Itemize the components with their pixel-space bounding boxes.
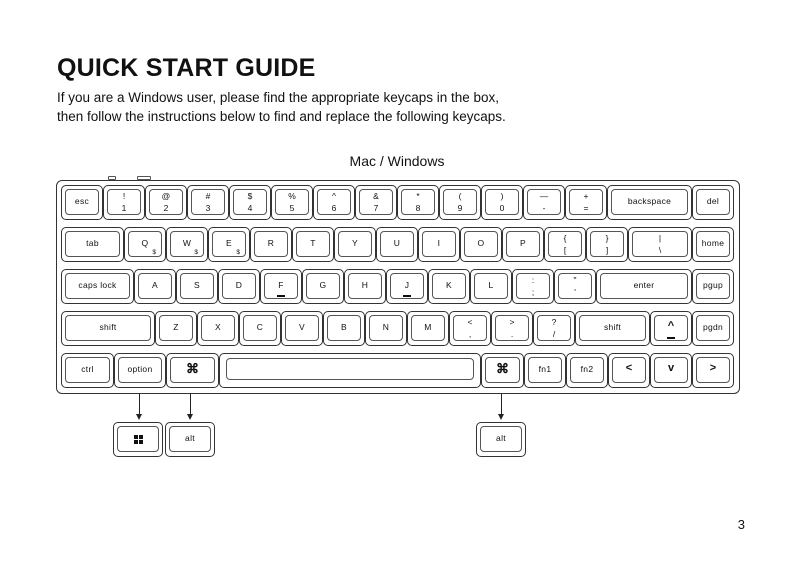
spacebar <box>219 353 481 388</box>
key-base-label: . <box>510 329 514 339</box>
key-9 <box>439 185 481 220</box>
key-command <box>166 353 219 388</box>
key-key <box>449 311 491 346</box>
key-pgup <box>692 269 734 304</box>
intro-line-2: then follow the instructions below to find and replace the following keycaps. <box>57 109 506 124</box>
key-label: esc <box>74 196 90 206</box>
key-label: Z <box>173 322 179 332</box>
key-label: H <box>361 280 369 290</box>
key-bump-bar <box>403 295 411 297</box>
key-base-label: 7 <box>373 203 379 213</box>
key-w <box>166 227 208 262</box>
key-o <box>460 227 502 262</box>
windows-keycap <box>113 422 163 457</box>
key-x <box>197 311 239 346</box>
key-label: caps lock <box>78 280 117 290</box>
key-base-label: 6 <box>331 203 337 213</box>
key-e <box>208 227 250 262</box>
key-label: fn1 <box>538 364 552 374</box>
key-b <box>323 311 365 346</box>
key-4 <box>229 185 271 220</box>
key-label: J <box>404 280 410 290</box>
arrow-icon: > <box>709 362 717 374</box>
key-base-label: = <box>583 203 589 213</box>
key-a <box>134 269 176 304</box>
key-label: N <box>382 322 390 332</box>
key-t <box>292 227 334 262</box>
key-label: U <box>393 238 401 248</box>
key-base-label: ; <box>531 287 535 297</box>
key-sub-label: $ <box>152 249 156 256</box>
key-label: option <box>127 364 153 374</box>
key-label: shift <box>603 322 622 332</box>
key-base-label: ] <box>605 245 609 255</box>
key-shift-label: " <box>573 275 577 285</box>
key-label: home <box>701 238 725 248</box>
key-bump-bar <box>277 295 285 297</box>
key-tab <box>61 227 124 262</box>
arrow-head-win <box>136 414 142 420</box>
key-option <box>114 353 166 388</box>
command-icon: ⌘ <box>496 361 509 376</box>
key-key <box>554 269 596 304</box>
key-backspace <box>607 185 692 220</box>
key-caps-lock <box>61 269 134 304</box>
key-shift-label: @ <box>161 191 171 201</box>
key-shift-label: + <box>583 191 589 201</box>
key-shift-label: $ <box>247 191 253 201</box>
arrow-icon: v <box>667 362 675 374</box>
key-3 <box>187 185 229 220</box>
key-label: T <box>310 238 316 248</box>
key-shift-label: | <box>658 233 662 243</box>
key-label: alt <box>496 433 506 443</box>
windows-logo-icon <box>134 435 143 444</box>
key-base-label: 1 <box>121 203 127 213</box>
key-shift-label: — <box>539 191 549 201</box>
key-label: backspace <box>627 196 672 206</box>
key-6 <box>313 185 355 220</box>
key-bump-bar <box>667 337 675 339</box>
key-base-label: [ <box>563 245 567 255</box>
key-fn2 <box>566 353 608 388</box>
key-v <box>281 311 323 346</box>
key-label: A <box>152 280 158 290</box>
key-h <box>344 269 386 304</box>
key-label: Y <box>352 238 358 248</box>
key-i <box>418 227 460 262</box>
key-shift <box>61 311 155 346</box>
key-label: pgdn <box>702 322 724 332</box>
key-esc <box>61 185 103 220</box>
arrow-to-win-key <box>139 394 140 414</box>
key-1 <box>103 185 145 220</box>
key-label: P <box>520 238 526 248</box>
key-label: R <box>267 238 275 248</box>
key-pgdn <box>692 311 734 346</box>
key-base-label: 2 <box>163 203 169 213</box>
key-sub-label: $ <box>236 249 240 256</box>
key-label: X <box>215 322 221 332</box>
key-shift-label: > <box>509 317 515 327</box>
key-arrow <box>650 353 692 388</box>
key-n <box>365 311 407 346</box>
key-base-label: \ <box>658 245 662 255</box>
key-key <box>565 185 607 220</box>
key-label: E <box>226 238 232 248</box>
key-arrow <box>608 353 650 388</box>
key-label: shift <box>99 322 117 332</box>
key-key <box>544 227 586 262</box>
key-0 <box>481 185 523 220</box>
arrow-head-alt-right <box>498 414 504 420</box>
key-ctrl <box>61 353 114 388</box>
key-key <box>523 185 565 220</box>
intro-text <box>57 88 506 126</box>
arrow-head-alt-left <box>187 414 193 420</box>
key-base-label: 3 <box>205 203 211 213</box>
key-d <box>218 269 260 304</box>
key-y <box>334 227 376 262</box>
layout-caption: Mac / Windows <box>349 153 445 169</box>
key-k <box>428 269 470 304</box>
key-j <box>386 269 428 304</box>
key-key <box>491 311 533 346</box>
key-label: D <box>235 280 243 290</box>
key-f <box>260 269 302 304</box>
key-label: O <box>477 238 485 248</box>
key-sub-label: $ <box>194 249 198 256</box>
key-s <box>176 269 218 304</box>
arrow-to-alt-left <box>190 394 191 414</box>
key-label: G <box>319 280 327 290</box>
key-base-label: 0 <box>499 203 505 213</box>
key-home <box>692 227 734 262</box>
key-2 <box>145 185 187 220</box>
key-l <box>470 269 512 304</box>
key-base-label: 5 <box>289 203 295 213</box>
key-command <box>481 353 524 388</box>
key-base-label: - <box>542 203 546 213</box>
key-q <box>124 227 166 262</box>
intro-line-1: If you are a Windows user, please find the appropriate keycaps in the box, <box>57 90 500 105</box>
key-key <box>512 269 554 304</box>
key-base-label: 8 <box>415 203 421 213</box>
key-shift-label: % <box>288 191 296 201</box>
key-label: enter <box>633 280 655 290</box>
key-z <box>155 311 197 346</box>
key-enter <box>596 269 692 304</box>
key-shift-label: ) <box>500 191 504 201</box>
key-shift-label: < <box>467 317 473 327</box>
key-label: F <box>278 280 284 290</box>
key-label: I <box>437 238 441 248</box>
arrow-icon: ^ <box>667 320 675 332</box>
key-label: W <box>182 238 192 248</box>
key-fn1 <box>524 353 566 388</box>
key-label: B <box>341 322 347 332</box>
key-arrow <box>692 353 734 388</box>
key-7 <box>355 185 397 220</box>
key-shift-label: & <box>373 191 379 201</box>
key-label: tab <box>86 238 99 248</box>
alt-keycap-right <box>476 422 526 457</box>
key-label: V <box>299 322 305 332</box>
key-shift-label: { <box>563 233 567 243</box>
key-key <box>586 227 628 262</box>
alt-keycap-left <box>165 422 215 457</box>
arrow-to-alt-right <box>501 394 502 414</box>
key-5 <box>271 185 313 220</box>
key-label: C <box>256 322 264 332</box>
key-base-label: / <box>552 329 556 339</box>
key-label: fn2 <box>580 364 594 374</box>
page-title: QUICK START GUIDE <box>57 54 316 82</box>
key-del <box>692 185 734 220</box>
key-base-label: ' <box>574 287 576 297</box>
key-r <box>250 227 292 262</box>
key-base-label: , <box>468 329 472 339</box>
key-shift-label: # <box>205 191 211 201</box>
key-label: alt <box>185 433 195 443</box>
key-label: L <box>488 280 494 290</box>
key-shift-label: * <box>416 191 420 201</box>
key-shift <box>575 311 650 346</box>
key-shift-label: ! <box>122 191 126 201</box>
key-label: del <box>706 196 720 206</box>
arrow-icon: < <box>625 362 633 374</box>
key-shift-label: } <box>605 233 609 243</box>
key-u <box>376 227 418 262</box>
command-icon: ⌘ <box>186 361 199 376</box>
page-number: 3 <box>737 517 745 532</box>
key-label: pgup <box>702 280 724 290</box>
key-c <box>239 311 281 346</box>
key-key <box>533 311 575 346</box>
key-m <box>407 311 449 346</box>
key-label: Q <box>141 238 149 248</box>
key-g <box>302 269 344 304</box>
key-base-label: 9 <box>457 203 463 213</box>
key-shift-label: ? <box>551 317 557 327</box>
key-key <box>628 227 692 262</box>
key-base-label: 4 <box>247 203 253 213</box>
key-label: M <box>424 322 432 332</box>
key-label: ctrl <box>81 364 94 374</box>
key-label: K <box>446 280 452 290</box>
key-8 <box>397 185 439 220</box>
key-shift-label: ( <box>458 191 462 201</box>
key-p <box>502 227 544 262</box>
key-arrow <box>650 311 692 346</box>
key-shift-label: : <box>531 275 535 285</box>
key-label: S <box>194 280 200 290</box>
key-shift-label: ^ <box>332 191 336 201</box>
